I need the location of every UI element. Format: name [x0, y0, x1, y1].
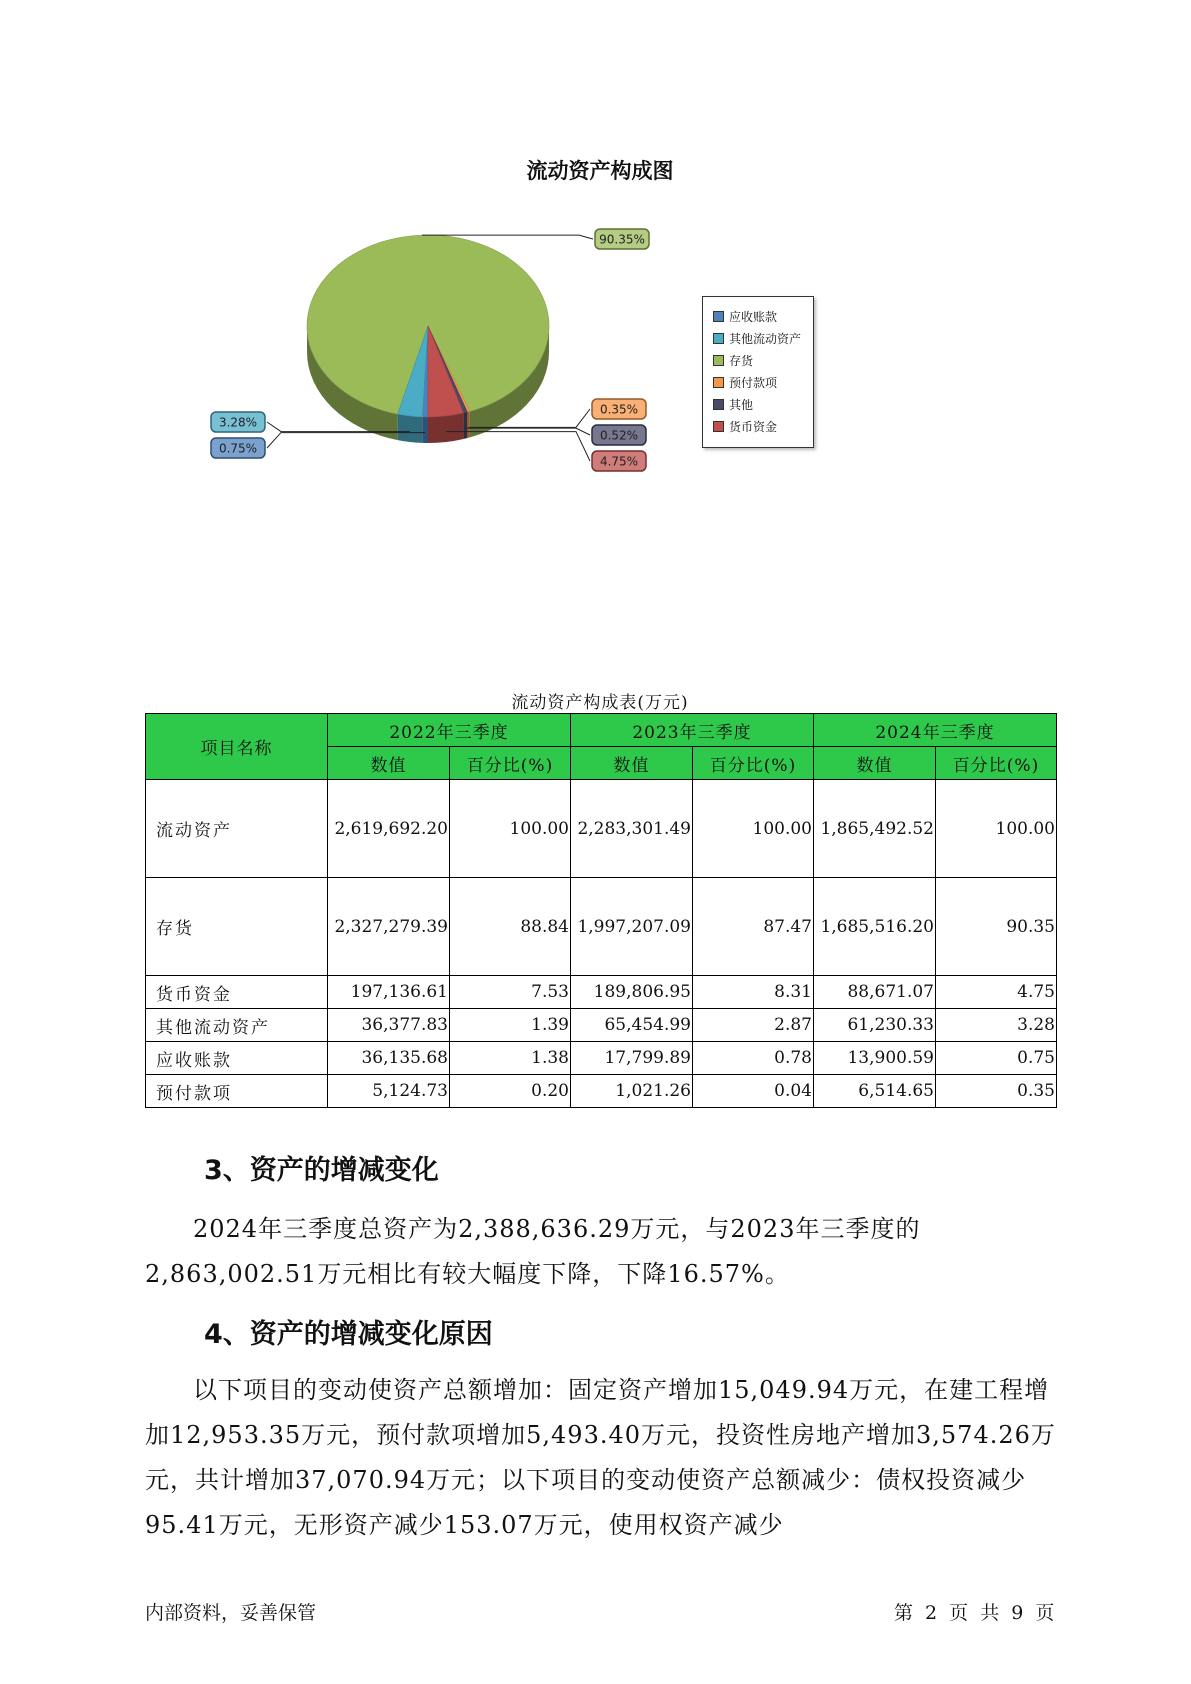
footer-page-number: 第 2 页 共 9 页 — [894, 1602, 1055, 1624]
legend-item — [713, 308, 777, 324]
legend-swatch — [713, 311, 724, 322]
table-cell: 100.00 — [450, 780, 571, 878]
table-cell: 87.47 — [693, 878, 814, 976]
legend-item — [713, 418, 777, 434]
legend-label: 存货 — [729, 353, 754, 368]
pie-data-label: 3.28% — [218, 415, 258, 430]
pie-slice-side — [467, 411, 470, 438]
column-header-value: 数值 — [328, 747, 450, 780]
chart-title: 流动资产构成图 — [526, 159, 674, 183]
legend-item — [713, 374, 777, 390]
table-cell: 197,136.61 — [328, 976, 450, 1009]
legend-swatch — [713, 399, 724, 410]
table-cell: 4.75 — [936, 976, 1057, 1009]
paragraph: 2024年三季度总资产为2,388,636.29万元，与2023年三季度的2,863,002.51万元相比有较大幅度下降，下降16.57%。 — [145, 1215, 921, 1288]
pie-data-label: 90.35% — [599, 232, 645, 247]
table-cell: 100.00 — [936, 780, 1057, 878]
table-cell: 90.35 — [936, 878, 1057, 976]
table-cell: 88.84 — [450, 878, 571, 976]
legend-swatch — [713, 355, 724, 366]
table-cell: 1.38 — [450, 1042, 571, 1075]
legend-swatch — [713, 377, 724, 388]
table-cell: 3.28 — [936, 1009, 1057, 1042]
table-row — [146, 878, 1057, 976]
table-cell: 1,997,207.09 — [571, 878, 693, 976]
table-cell: 0.75 — [936, 1042, 1057, 1075]
row-label: 预付款项 — [146, 1075, 328, 1108]
pie-slice-side — [428, 413, 464, 443]
table-cell: 1,021.26 — [571, 1075, 693, 1108]
table-cell: 36,135.68 — [328, 1042, 450, 1075]
legend-label: 其他 — [729, 397, 754, 412]
footer-confidential-note: 内部资料，妥善保管 — [145, 1602, 317, 1624]
column-header-percent: 百分比(%) — [693, 747, 814, 780]
pie-slice-side — [398, 414, 423, 443]
table-row — [146, 1009, 1057, 1042]
table-row — [146, 976, 1057, 1009]
column-header-percent: 百分比(%) — [450, 747, 571, 780]
legend-swatch — [713, 333, 724, 344]
legend-label: 应收账款 — [729, 309, 778, 324]
table-cell: 65,454.99 — [571, 1009, 693, 1042]
row-label: 应收账款 — [146, 1042, 328, 1075]
table-cell: 8.31 — [693, 976, 814, 1009]
pie-data-label: 0.75% — [218, 441, 258, 456]
table-cell: 0.78 — [693, 1042, 814, 1075]
table-cell: 1,865,492.52 — [814, 780, 936, 878]
chart-legend — [702, 296, 814, 448]
legend-label: 预付款项 — [729, 375, 778, 390]
legend-item — [713, 396, 753, 412]
legend-label: 其他流动资产 — [729, 331, 802, 346]
section-heading: 3、资产的增减变化 — [204, 1155, 439, 1186]
pie-slice-side — [464, 412, 468, 439]
table-cell: 2,619,692.20 — [328, 780, 450, 878]
column-header-value: 数值 — [571, 747, 693, 780]
current-assets-table — [145, 713, 1057, 1108]
column-header-percent: 百分比(%) — [936, 747, 1057, 780]
table-cell: 36,377.83 — [328, 1009, 450, 1042]
table-cell: 1.39 — [450, 1009, 571, 1042]
pie-slice-side — [422, 417, 428, 443]
column-header-period: 2024年三季度 — [814, 714, 1057, 747]
table-cell: 17,799.89 — [571, 1042, 693, 1075]
table-cell: 5,124.73 — [328, 1075, 450, 1108]
row-label: 其他流动资产 — [146, 1009, 328, 1042]
row-label: 流动资产 — [146, 780, 328, 878]
paragraph: 以下项目的变动使资产总额增加：固定资产增加15,049.94万元，在建工程增加12,953.35万元，预付款项增加5,493.40万元，投资性房地产增加3,574.26万元，共计增加37,070.94万元；以下项目的变动使资产总额减少：债权投资减少95.41万元，无形资产减少153.07万元，使用权资产减少 — [145, 1376, 1056, 1539]
legend-item — [713, 352, 753, 368]
table-cell: 0.04 — [693, 1075, 814, 1108]
table-cell: 100.00 — [693, 780, 814, 878]
legend-label: 货币资金 — [729, 419, 778, 434]
table-cell: 2,327,279.39 — [328, 878, 450, 976]
pie-data-label: 0.52% — [599, 428, 639, 443]
table-row — [146, 1075, 1057, 1108]
table-cell: 13,900.59 — [814, 1042, 936, 1075]
row-label: 存货 — [146, 878, 328, 976]
table-cell: 7.53 — [450, 976, 571, 1009]
table-caption: 流动资产构成表(万元) — [511, 693, 689, 713]
table-cell: 1,685,516.20 — [814, 878, 936, 976]
legend-swatch — [713, 421, 724, 432]
column-header-period: 2022年三季度 — [328, 714, 571, 747]
pie-data-label: 4.75% — [599, 454, 639, 469]
table-row — [146, 1042, 1057, 1075]
table-cell: 88,671.07 — [814, 976, 936, 1009]
column-header-period: 2023年三季度 — [571, 714, 814, 747]
pie-chart — [0, 0, 1191, 560]
table-cell: 6,514.65 — [814, 1075, 936, 1108]
table-cell: 61,230.33 — [814, 1009, 936, 1042]
legend-item — [713, 330, 801, 346]
column-header-name: 项目名称 — [146, 714, 328, 780]
table-cell: 0.35 — [936, 1075, 1057, 1108]
section-heading: 4、资产的增减变化原因 — [204, 1319, 493, 1350]
row-label: 货币资金 — [146, 976, 328, 1009]
pie-slices — [307, 235, 549, 443]
table-cell: 189,806.95 — [571, 976, 693, 1009]
table-cell: 2,283,301.49 — [571, 780, 693, 878]
table-row — [146, 780, 1057, 878]
pie-data-label: 0.35% — [599, 402, 639, 417]
table-cell: 2.87 — [693, 1009, 814, 1042]
table-cell: 0.20 — [450, 1075, 571, 1108]
column-header-value: 数值 — [814, 747, 936, 780]
